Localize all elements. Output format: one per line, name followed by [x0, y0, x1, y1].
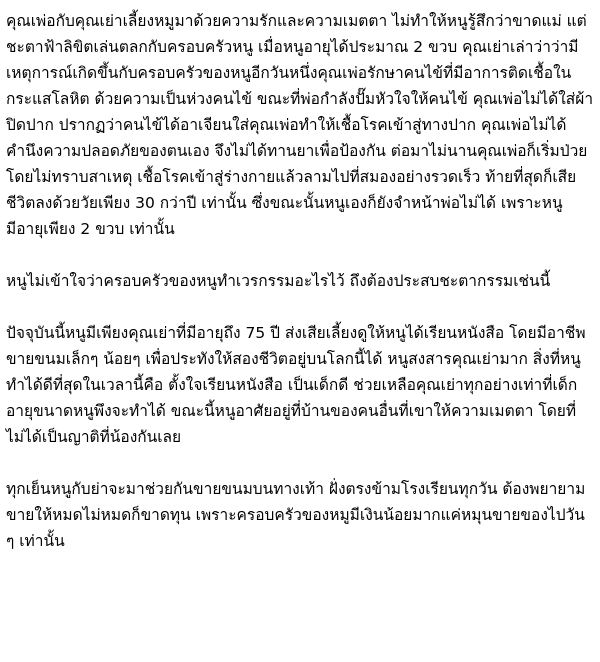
paragraph: ทุกเย็นหนูกับย่าจะมาช่วยกันขายขนมบนทางเท้า ฝั่งตรงข้ามโรงเรียนทุกวัน ต้องพยายามขายให้หมดไม่หมดก็ขาดทุน เพราะครอบครัวของหมูมีเงินน้อยมากแค่หมุนขายของไปวัน ๆ เท่านั้น [6, 480, 590, 550]
paragraph: คุณเพ่อกับคุณเย่าเลี้ยงหมูมาด้วยความรักและความเมตตา ไม่ทำให้หนูรู้สึกว่าขาดแม่ แต่ชะตาฟ้าลิขิตเล่นตลกกับครอบครัวหนู เมื่อหนูอายุได้ประมาณ 2 ขวบ คุณเย่าเล่าว่าว่ามีเหตุการณ์เกิดขึ้นกับครอบครัวของหนูอีกวันหนึ่งคุณเพ่อรักษาคนไข้ที่มีอาการติดเชื้อในกระแสโลหิต ด้วยความเป็นห่วงคนไข้ ขณะที่พ่อกำลังปั๊มหัวใจให้คนไข้ คุณเพ่อไม่ได้ใส่ผ้าปิดปาก ปรากฏว่าคนไข้ได้อาเจียนใส่คุณเพ่อทำให้เชื้อโรคเข้าสู่ทางปาก คุณเพ่อไม่ได้คำนึงความปลอดภัยของตนเอง จึงไม่ได้ทานยาเพื่อป้องกัน ต่อมาไม่นานคุณเพ่อก็เริ่มป่วยโดยไม่ทราบสาเหตุ เชื้อโรคเข้าสู่ร่างกายแล้วลามไปที่สมองอย่างรวดเร็ว ท้ายที่สุดก็เสียชีวิตลงด้วยวัยเพียง 30 กว่าปี เท่านั้น ซึ่งขณะนั้นหนูเองก็ยังจำหน้าพ่อไม่ได้ เพราะหนูมีอายุเพียง 2 ขวบ เท่านั้น [6, 12, 594, 238]
paragraph: หนูไม่เข้าใจว่าครอบครัวของหนูทำเวรกรรมอะไรไว้ ถึงต้องประสบชะตากรรมเช่นนี้ [6, 272, 551, 290]
paragraph: ปัจจุบันนี้หนูมีเพียงคุณเย่าที่มีอายุถึง 75 ปี ส่งเสียเลี้ยงดูให้หนูได้เรียนหนังสือ โดยมีอาชีพขายขนมเล็กๆ น้อยๆ เพื่อประทังให้สองชีวิตอยู่บนโลกนี้ได้ หนูสงสารคุณเย่ามาก สิ่งที่หนูทำได้ดีที่สุดในเวลานี้คือ ตั้งใจเรียนหนังสือ เป็นเด็กดี ช่วยเหลือคุณเย่าทุกอย่างเท่าที่เด็กอายุขนาดหนูพึงจะทำได้ ขณะนี้หนูอาศัยอยู่ที่บ้านของคนอื่นที่เขาให้ความเมตตา โดยที่ไม่ได้เป็นญาติที่น้องกันเลย [6, 324, 586, 446]
